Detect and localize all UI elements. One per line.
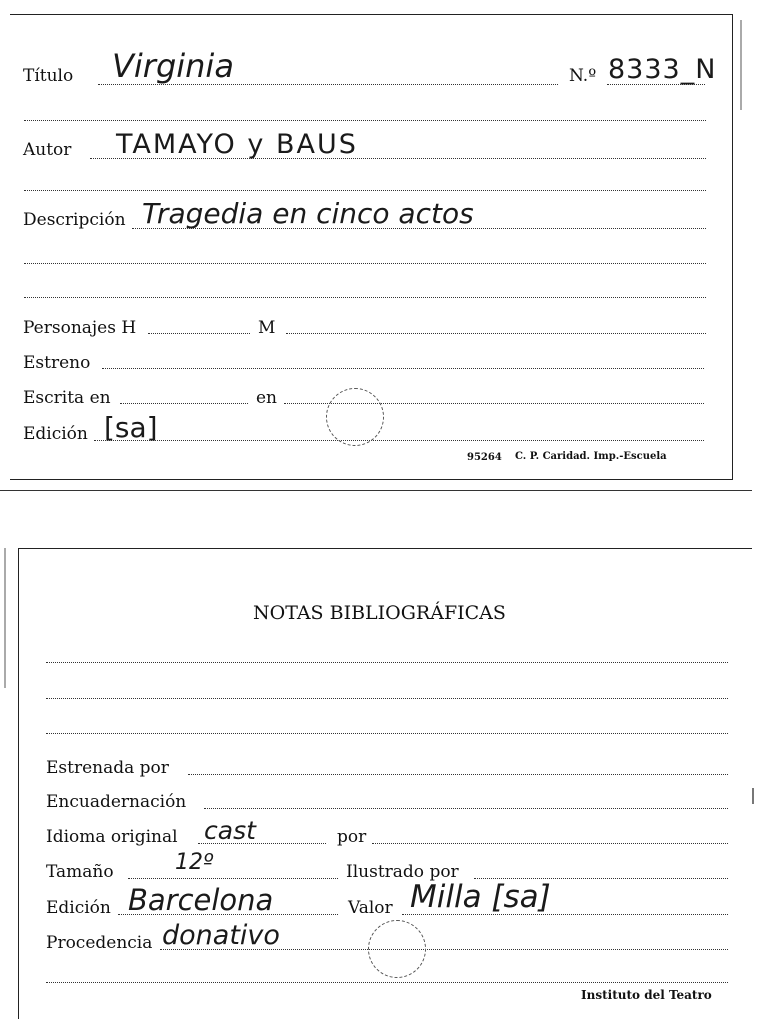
escrita-label: Escrita en	[23, 388, 111, 408]
printer-code: 95264	[467, 452, 502, 463]
autor-label: Autor	[23, 140, 72, 160]
personajes-label: Personajes H	[23, 318, 137, 338]
por-line	[372, 843, 728, 844]
descripcion-value: Tragedia en cinco actos	[142, 197, 474, 230]
estrenada-label: Estrenada por	[46, 758, 169, 778]
rule-line-4	[24, 297, 706, 298]
titulo-value: Virginia	[112, 47, 234, 85]
tamano-value: 12º	[175, 850, 214, 875]
rule-line-2	[24, 190, 706, 191]
notas-bottom-line	[46, 982, 728, 983]
back-edicion-value: Barcelona	[128, 883, 274, 917]
personajes-m-line	[286, 333, 706, 334]
por-label: por	[337, 827, 367, 847]
rule-line-1	[24, 120, 706, 121]
edicion-line	[94, 440, 704, 441]
notas-line-2	[46, 698, 728, 699]
encuadernacion-label: Encuadernación	[46, 792, 187, 812]
estreno-line	[102, 368, 704, 369]
back-punch-hole	[368, 920, 426, 978]
titulo-label: Título	[23, 66, 74, 86]
valor-value: Milla [sa]	[410, 879, 551, 915]
notas-line-1	[46, 662, 728, 663]
idioma-label: Idioma original	[46, 827, 178, 847]
numero-label: N.º	[569, 66, 597, 86]
edicion-value: [sa]	[104, 411, 158, 444]
escrita-line	[120, 403, 248, 404]
estrenada-line	[188, 774, 728, 775]
scan-noise	[752, 788, 754, 804]
valor-label: Valor	[348, 898, 393, 918]
tamano-line	[128, 878, 338, 879]
ilustrado-label: Ilustrado por	[346, 862, 459, 882]
scan-noise	[740, 20, 742, 110]
cut-line	[0, 490, 752, 491]
footer-institution: Instituto del Teatro	[581, 988, 712, 1002]
back-edicion-label: Edición	[46, 898, 111, 918]
descripcion-label: Descripción	[23, 210, 126, 230]
estreno-label: Estreno	[23, 353, 91, 373]
edicion-label: Edición	[23, 424, 88, 444]
numero-value: 8333_N	[608, 54, 717, 85]
scan-noise	[4, 548, 6, 688]
procedencia-value: donativo	[162, 920, 280, 951]
encuadernacion-line	[204, 808, 728, 809]
tamano-label: Tamaño	[46, 862, 114, 882]
procedencia-label: Procedencia	[46, 933, 153, 953]
printer-name: C. P. Caridad. Imp.-Escuela	[515, 451, 667, 462]
rule-line-3	[24, 263, 706, 264]
punch-hole	[326, 388, 384, 446]
idioma-value: cast	[204, 816, 256, 845]
personajes-h-line	[148, 333, 250, 334]
en-label: en	[256, 388, 278, 408]
autor-value: TAMAYO y BAUS	[116, 129, 358, 160]
m-label: M	[258, 318, 276, 338]
notas-heading: NOTAS BIBLIOGRÁFICAS	[253, 602, 506, 624]
notas-line-3	[46, 733, 728, 734]
